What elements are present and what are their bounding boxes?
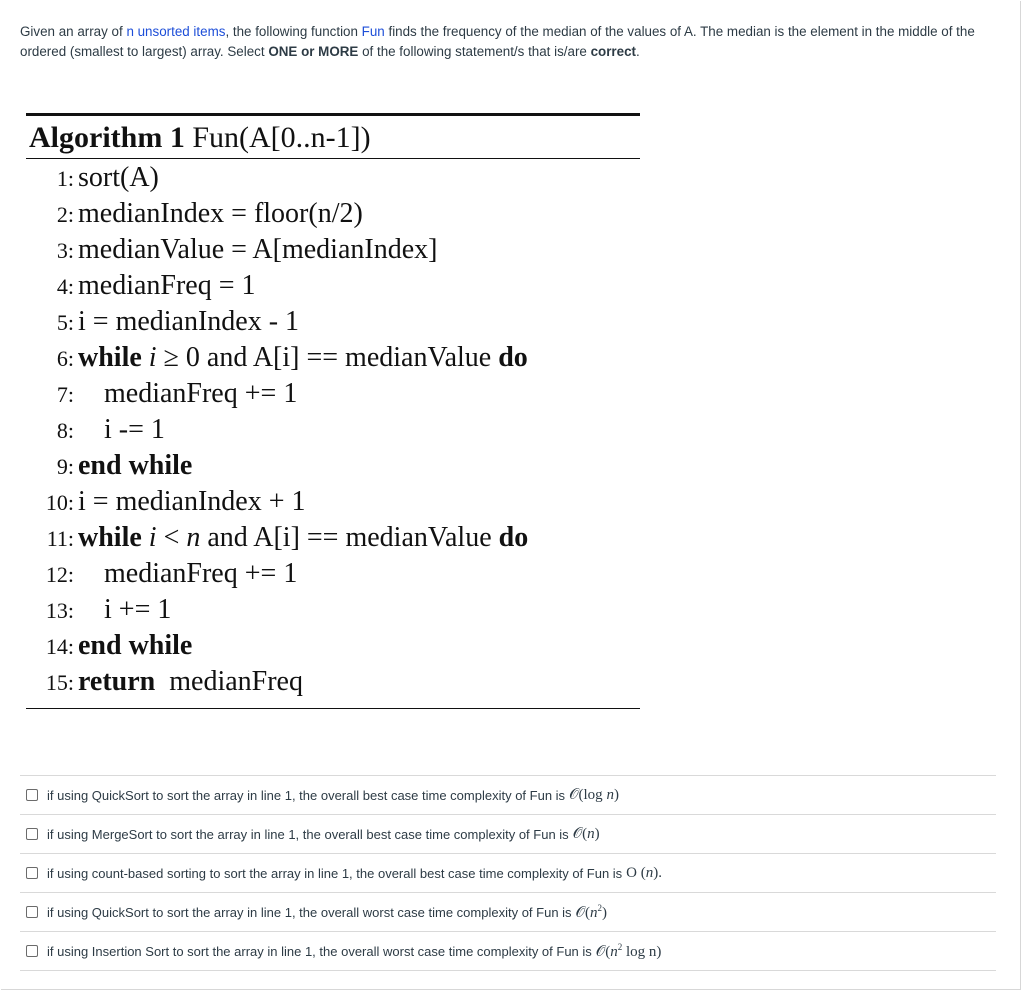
line-number: 14: [45,634,74,659]
answer-option[interactable] [20,775,996,814]
math-part: log n) [622,943,662,960]
line-number: 15: [45,670,74,695]
line-number: 1: [56,166,74,191]
code-line-11 [26,522,528,558]
var-i: i [148,522,157,553]
option-text: if using MergeSort to sort the array in line 1, the overall best case time complexity of Fun is [47,826,569,842]
algorithm-mid-rule [26,158,640,159]
line-code: medianValue = A[medianIndex] [78,234,438,265]
code-line-4 [26,270,256,306]
line-code: i = medianIndex + 1 [78,486,306,517]
math-var: n [590,904,598,921]
question-part: , the following function [225,24,362,39]
algorithm-top-rule [26,113,640,116]
code-line-8 [26,414,165,450]
option-math [576,903,607,922]
line-number: 5: [56,310,74,335]
math-part: ) [602,904,607,921]
line-code: medianIndex = floor(n/2) [78,198,363,229]
checkbox[interactable] [26,945,38,957]
algorithm-bottom-rule [26,708,640,709]
line-code: sort(A) [78,162,159,193]
math-part: 𝒪(log [569,787,607,803]
line-code: i -= 1 [104,414,165,445]
option-math [596,942,662,961]
code-line-7 [26,378,297,414]
code-line-1 [26,162,159,198]
math-part: ) [594,826,600,842]
question-emphasis: correct [590,44,636,59]
line-number: 4: [56,274,74,299]
keyword-while: while [78,342,142,373]
line-code: i += 1 [104,594,172,625]
option-text: if using Insertion Sort to sort the array in line 1, the overall worst case time complexity of Fun is [47,943,592,959]
code-line-12 [26,558,297,594]
math-exponent: 2 [617,941,623,952]
answer-option[interactable] [20,892,996,931]
line-code: < [156,522,187,553]
math-part: 𝒪( [595,943,611,960]
keyword-end-while: end while [78,630,193,661]
code-line-9 [26,450,192,486]
line-code: i = medianIndex - 1 [78,306,300,337]
algorithm-signature: Fun(A[0..n-1]) [192,121,371,154]
line-code: medianFreq = 1 [78,270,256,301]
answer-option[interactable] [20,931,996,971]
option-math [626,865,662,882]
var-i: i [148,342,157,373]
checkbox[interactable] [26,789,38,801]
answer-option[interactable] [20,814,996,853]
question-text [20,22,980,62]
line-code: and A[i] == medianValue [200,522,492,553]
checkbox[interactable] [26,906,38,918]
line-number: 6: [56,346,74,371]
option-text: if using count-based sorting to sort the array in line 1, the overall best case time complexity of Fun is [47,865,623,881]
answer-options [20,775,996,971]
algorithm-box [26,113,640,709]
math-exponent: 2 [597,902,602,913]
code-line-2 [26,198,363,234]
code-line-13 [26,594,171,630]
code-line-15 [26,666,303,702]
question-emphasis: ONE or MORE [268,44,359,59]
algorithm-title [29,121,371,155]
code-line-14 [26,630,192,666]
algorithm-label: Algorithm 1 [29,121,185,154]
math-part: ) [613,787,619,803]
line-number: 10: [45,490,74,515]
checkbox[interactable] [26,828,38,840]
math-var: n [610,943,618,960]
checkbox[interactable] [26,867,38,879]
code-line-3 [26,234,437,270]
option-math [573,825,600,843]
question-part: finds the frequency of the median of the values of A. The median is the element in the middle of the ordered (smallest to largest) array. Select [20,24,975,59]
question-part: . [636,44,640,59]
answer-option[interactable] [20,853,996,892]
math-var: n [645,864,654,881]
math-part: O ( [626,864,646,881]
line-number: 2: [56,202,74,227]
keyword-while: while [78,522,142,553]
math-var: n [606,787,614,803]
math-part: ). [653,864,662,881]
keyword-do: do [498,342,528,373]
var-n: n [186,522,201,553]
option-text: if using QuickSort to sort the array in line 1, the overall best case time complexity of Fun is [47,787,566,803]
question-highlight: n unsorted items [126,24,226,39]
line-code: medianFreq += 1 [104,378,298,409]
keyword-return: return [78,666,156,697]
line-number: 12: [45,562,74,587]
line-number: 3: [56,238,74,263]
line-code: medianFreq += 1 [104,558,298,589]
option-text: if using QuickSort to sort the array in line 1, the overall worst case time complexity of Fun is [47,904,572,920]
option-math [569,786,619,804]
line-number: 11: [46,526,74,551]
code-line-6 [26,342,528,378]
math-part: 𝒪( [575,904,590,921]
line-number: 7: [56,382,74,407]
question-part: of the following statement/s that is/are [358,44,591,59]
code-line-10 [26,486,306,522]
line-code: medianFreq [169,666,303,697]
code-line-5 [26,306,299,342]
question-part: Given an array of [20,24,127,39]
math-part: 𝒪( [572,826,588,842]
line-number: 8: [56,418,74,443]
keyword-do: do [498,522,529,553]
math-var: n [587,826,595,842]
question-highlight: Fun [361,24,385,39]
line-code: ≥ 0 and A[i] == medianValue [163,342,492,373]
line-number: 13: [45,598,74,623]
line-number: 9: [56,454,74,479]
keyword-end-while: end while [78,450,193,481]
